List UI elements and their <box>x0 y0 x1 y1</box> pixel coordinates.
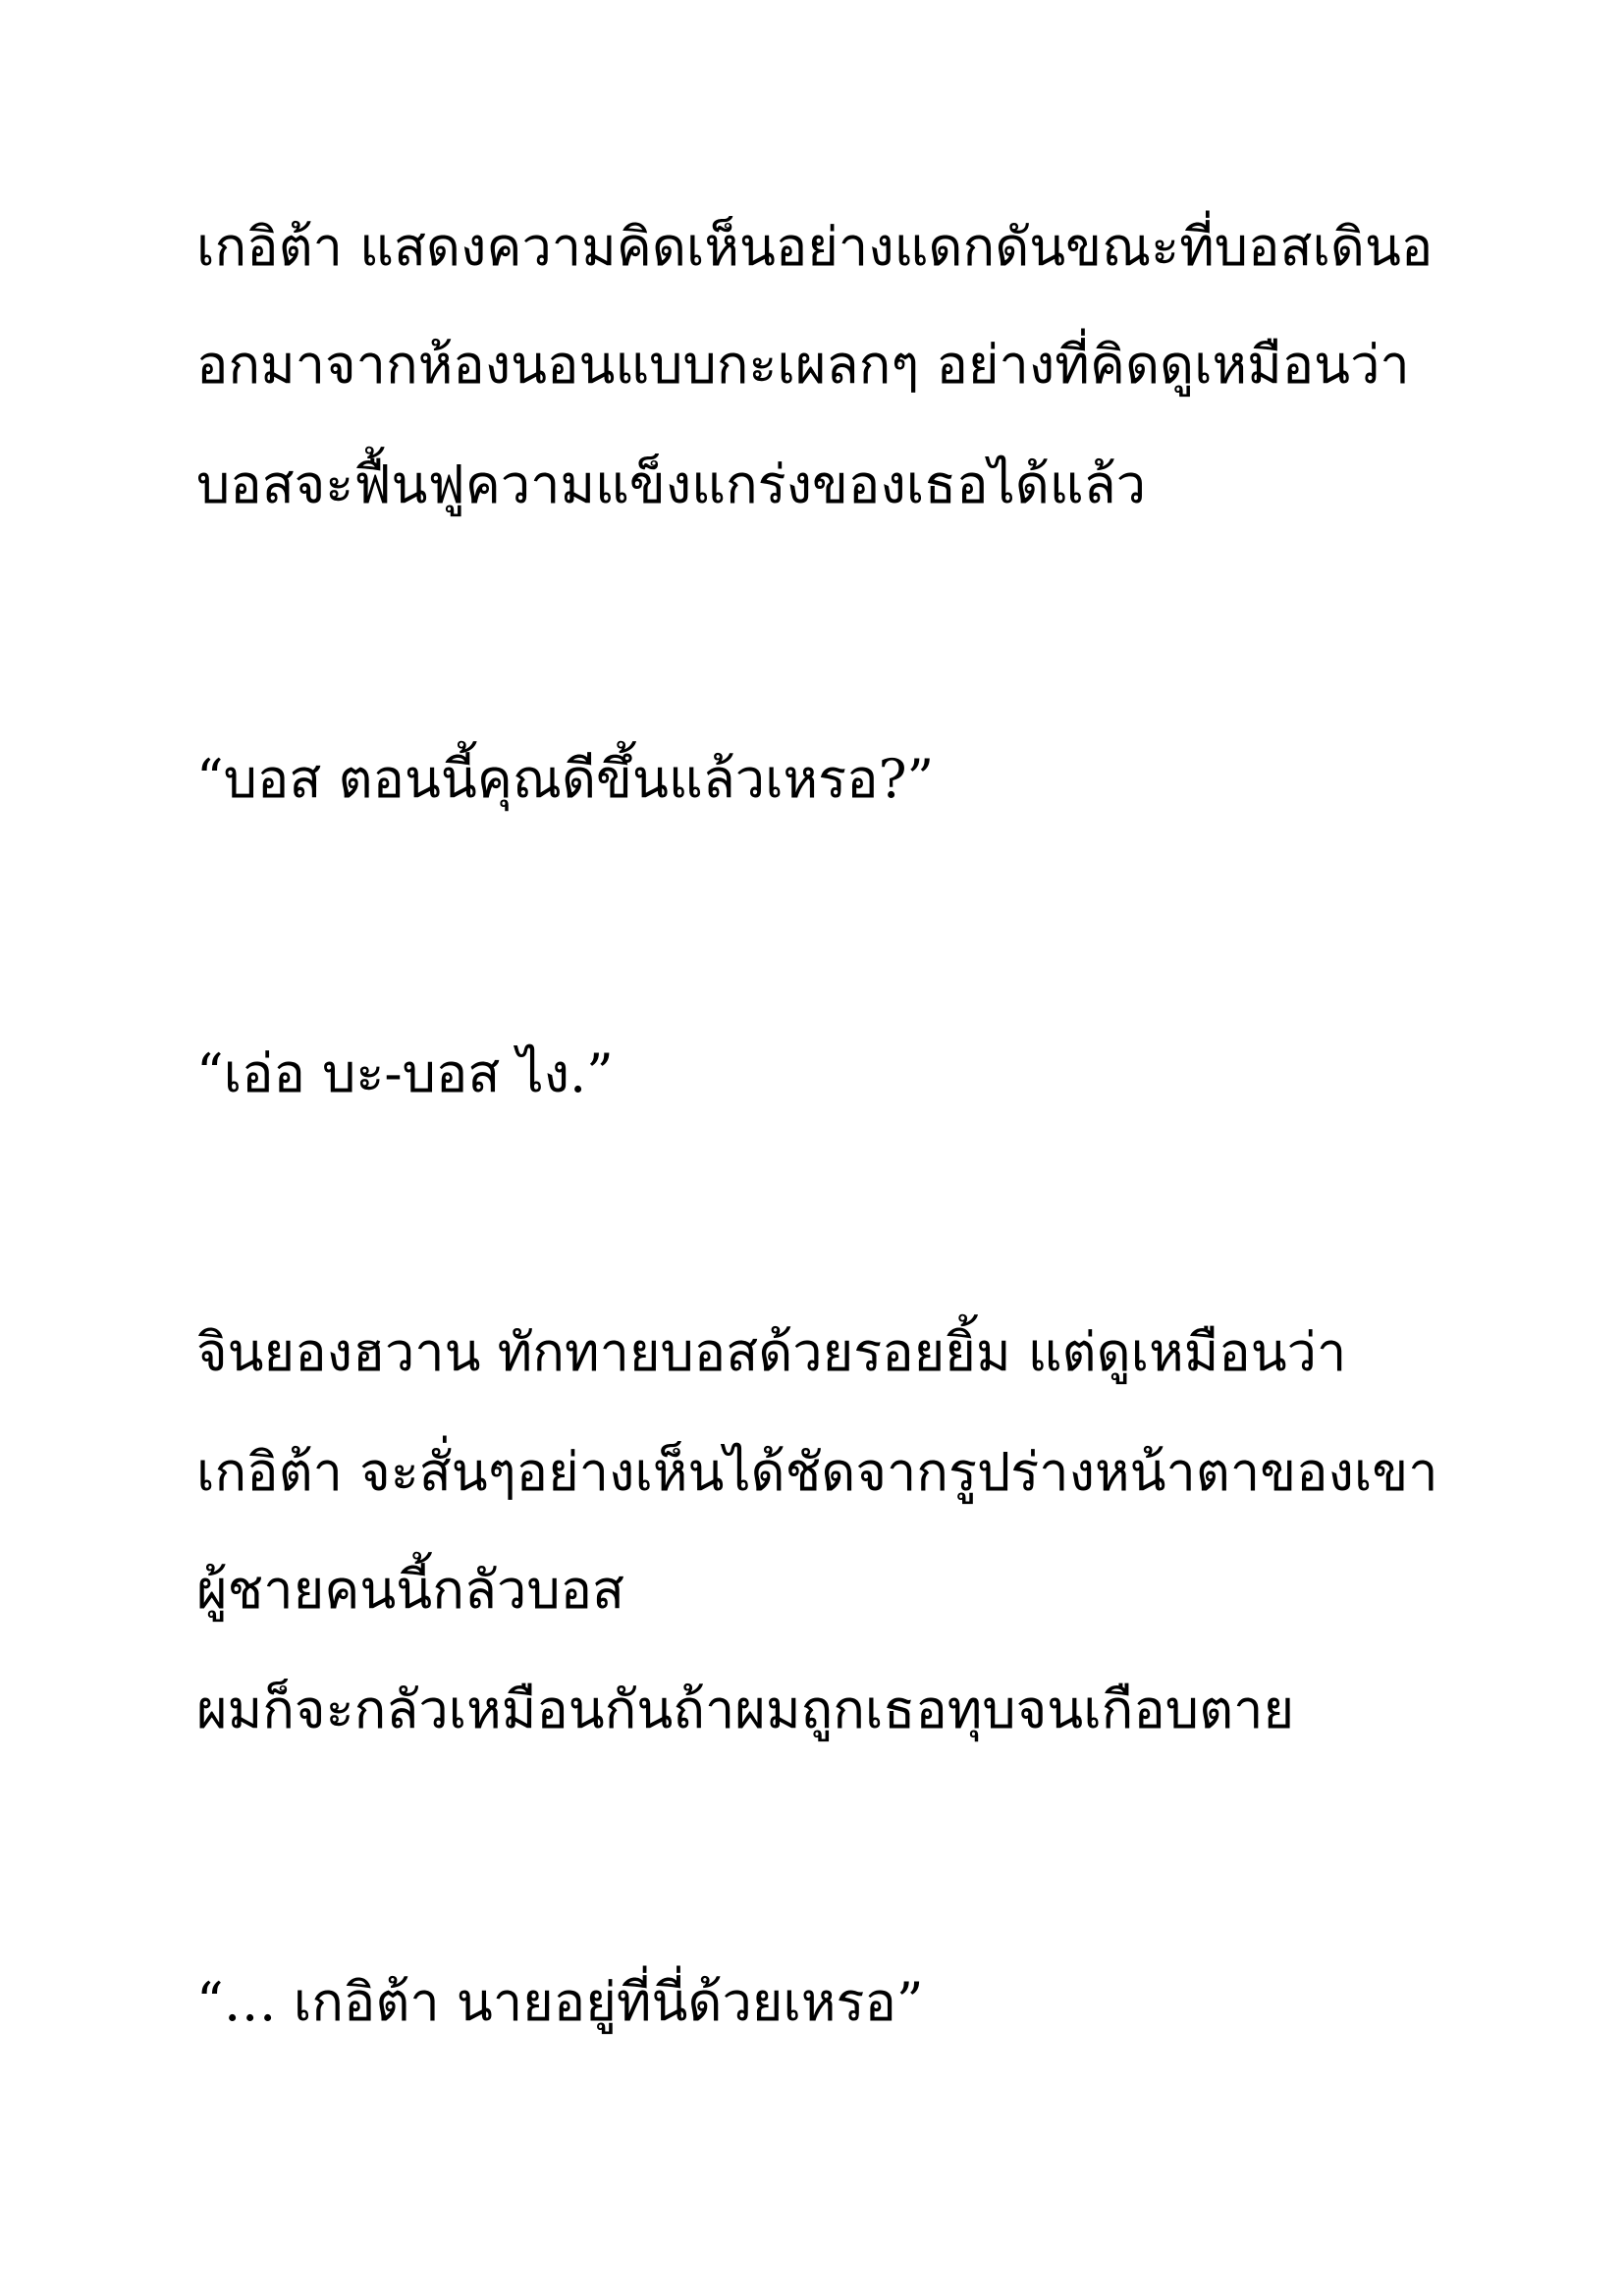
paragraph-line: จินยองฮวาน ทักทายบอสด้วยรอยยิ้ม แต่ดูเหมือนว่า <box>196 1321 1347 1383</box>
paragraph-line: เกอิต้า จะสั่นๆอย่างเห็นได้ชัดจากรูปร่างหน้าตาของเขา <box>196 1441 1438 1503</box>
paragraph-line: อกมาจากห้องนอนแบบกะเผลกๆ อย่างที่คิดดูเหมือนว่า <box>196 334 1410 396</box>
dialogue-line: “บอส ตอนนี้คุณดีขึ้นแล้วเหรอ?” <box>196 748 935 810</box>
dialogue-line: “… เกอิต้า นายอยู่ที่นี่ด้วยเหรอ” <box>196 1971 924 2033</box>
paragraph-line: ผมก็จะกลัวเหมือนกันถ้าผมถูกเธอทุบจนเกือบตาย <box>196 1679 1295 1740</box>
paragraph-line: บอสจะฟื้นฟูความแข็งแกร่งของเธอได้แล้ว <box>196 454 1147 515</box>
paragraph-line: เกอิต้า แสดงความคิดเห็นอย่างแดกดันขณะที่บอสเดินอ <box>196 216 1434 278</box>
dialogue-line: “เอ่อ บะ-บอส ไง.” <box>196 1042 614 1104</box>
paragraph-line: ผู้ชายคนนี้กลัวบอส <box>196 1559 624 1621</box>
